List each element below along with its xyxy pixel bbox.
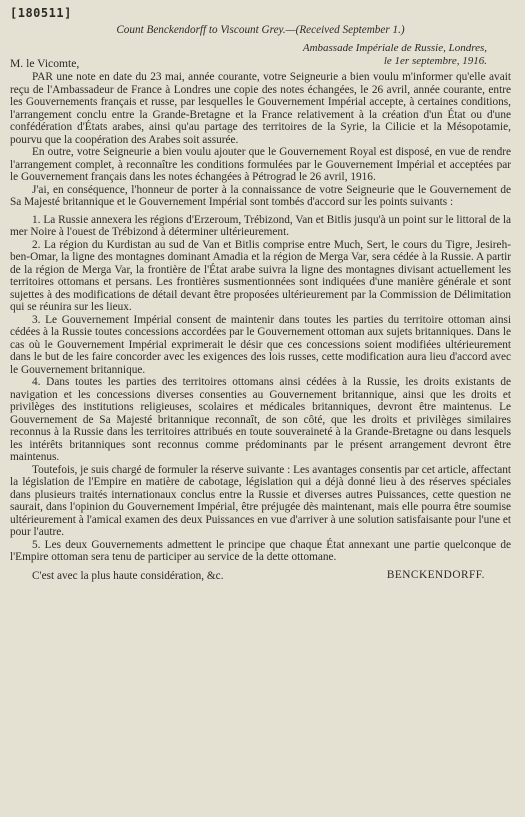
letter-title: Count Benckendorff to Viscount Grey.—(Received September 1.)	[116, 24, 405, 36]
paragraph: En outre, votre Seigneurie a bien voulu ajouter que le Gouvernement Royal est disposé, en vue de rendre l'arrangement complet, à reconnaître les conditions formulées par le Gouvernement Impérial et acceptées par le Gouvernement français dans les notes échangées à Pétrograd le 26 avril, 1916.	[10, 146, 511, 184]
salutation: M. le Vicomte,	[10, 57, 80, 71]
signature: BENCKENDORFF.	[386, 568, 485, 581]
date-line: le 1er septembre, 1916.	[383, 55, 487, 68]
paragraph: 4. Dans toutes les parties des territoires ottomans ainsi cédées à la Russie, les droits existants de navigation et les concessions diverses consenties au Gouvernement britannique, ainsi que les droits et privilèges des institutions religieuses, scolaires et médicales britanniques, devront être maintenus. Le Gouvernement de Sa Majesté britannique reconnaît, de son côté, que les droits et privilèges similaires reconnus à la Russie dans les territoires attribués en toute souveraineté à la Grande-Bretagne ou dans lesquels les intérêts britanniques sont reconnus comme prédominants par le présent arrangement devront être maintenus.	[10, 376, 511, 464]
document-reference-number: [180511]	[10, 6, 72, 20]
paragraph: 1. La Russie annexera les régions d'Erzeroum, Trébizond, Van et Bitlis jusqu'à un point sur le littoral de la mer Noire à l'ouest de Trébizond à déterminer ultérieurement.	[10, 213, 511, 239]
letter-body	[10, 71, 511, 564]
place-line: Ambassade Impériale de Russie, Londres,	[302, 42, 487, 54]
paragraph: 3. Le Gouvernement Impérial consent de maintenir dans toutes les parties du territoire ottoman ainsi cédées à la Russie toutes concessions accordées par le Gouvernement ottoman aux sujets britanniques. Dans le cas où le Gouvernement Impérial exprimerait le désir que ces concessions soient modifiées ultérieurement dans le but de les faire concorder avec les exigences des lois russes, cette modification aura lieu d'accord avec le Gouvernement britannique.	[10, 313, 511, 376]
paragraph: 2. La région du Kurdistan au sud de Van et Bitlis comprise entre Much, Sert, le cours du Tigre, Jesireh-ben-Omar, la ligne des montagnes dominant Amadia et la région de Merga Var, sera cédée à la Russie. A partir de la région de Merga Var, la frontière de l'État arabe suivra la ligne des montagnes divisant actuellement les territoires ottomans et persans. Les frontières susmentionnées sont indiquées d'une manière générale et sont sujettes à des modifications de détail devant être proposées ultérieurement par la Commission de Délimitation qui se réunira sur les lieux.	[10, 238, 511, 314]
paragraph: Toutefois, je suis chargé de formuler la réserve suivante : Les avantages consentis par cet article, affectant la législation de l'Empire en matière de cabotage, législation qui a déjà donné lieu à des réserves spéciales dans plusieurs traités internationaux conclus entre la Russie et diverses autres Puissances, cette question ne saurait, dans l'opinion du Gouvernement Impérial, être préjugée dès maintenant, mais elle pourra être soumise ultérieurement à l'amical examen des deux Puissances en vue d'arriver à une solution satisfaisante pour l'une et pour l'autre.	[10, 463, 511, 539]
paragraph: PAR une note en date du 23 mai, année courante, votre Seigneurie a bien voulu m'informer qu'elle avait reçu de l'Ambassadeur de France à Londres une copie des notes échangées, le 26 avril, année courante, entre les Gouvernements français et russe, par lesquelles le Gouvernement Impérial accepte, à certaines conditions, l'arrangement conclu entre la Grande-Bretagne et la France relativement à la création d'un État ou d'une confédération d'États arabes, ainsi qu'au partage des territoires de la Syrie, la Cilicie et la Mésopotamie, pourvu que la coopération des Arabes soit assurée.	[10, 71, 511, 146]
paragraph: J'ai, en conséquence, l'honneur de porter à la connaissance de votre Seigneurie que le Gouvernement de Sa Majesté britannique et le Gouvernement Impérial sont tombés d'accord sur les points suivants :	[10, 183, 511, 209]
paragraph: 5. Les deux Gouvernements admettent le principe que chaque État annexant une partie quelconque de l'Empire ottoman sera tenu de participer au service de la dette ottomane.	[10, 538, 511, 564]
closing-line: C'est avec la plus haute considération, &c.	[32, 569, 224, 582]
